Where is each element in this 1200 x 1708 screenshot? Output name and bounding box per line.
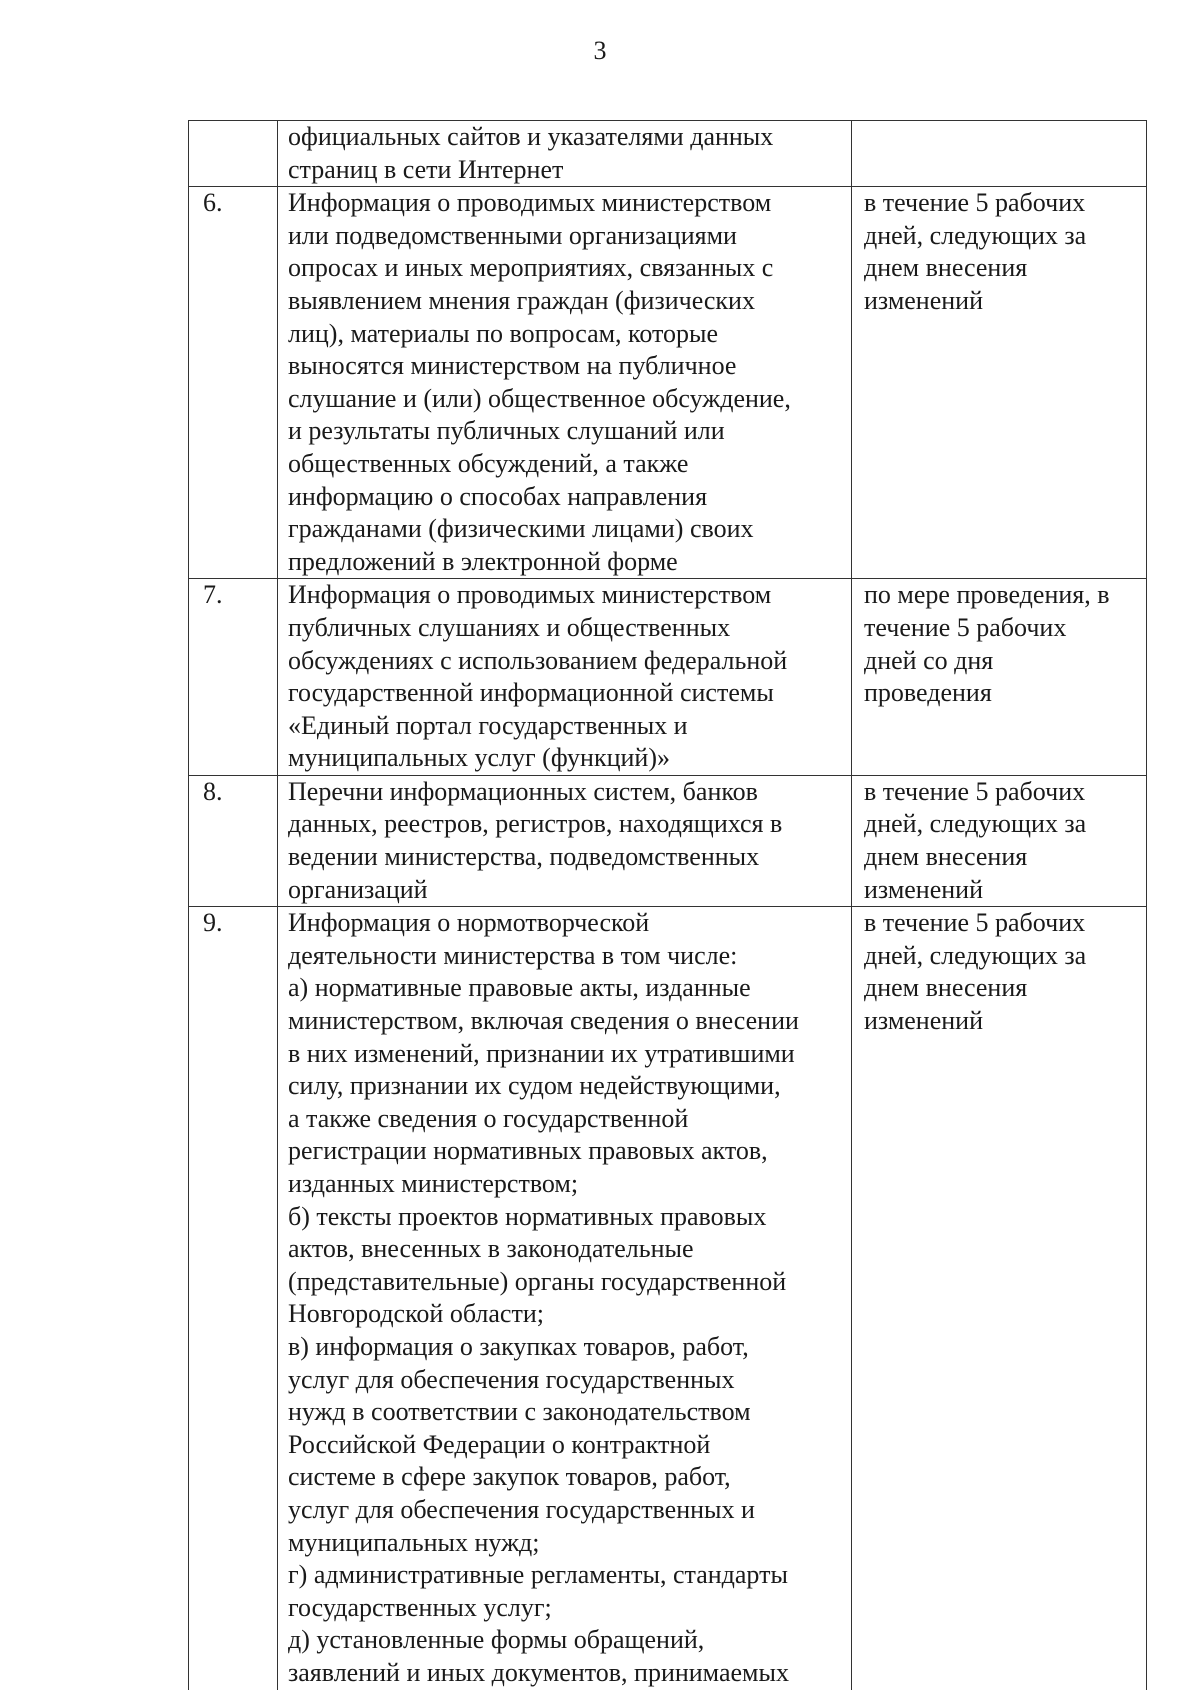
term-line: дней, следующих за xyxy=(864,809,1087,839)
info-cell xyxy=(278,187,852,579)
term-line: течение 5 рабочих xyxy=(864,612,1067,642)
info-line: силу, признании их судом недействующими, xyxy=(288,1071,781,1101)
term-line: дней, следующих за xyxy=(864,940,1087,970)
info-line: Новгородской области; xyxy=(288,1299,544,1329)
term-line: дней со дня xyxy=(864,645,994,675)
info-line: опросах и иных мероприятиях, связанных с xyxy=(288,253,774,283)
info-line: Информация о нормотворческой xyxy=(288,908,650,938)
info-line: лиц), материалы по вопросам, которые xyxy=(288,318,719,348)
info-line: выявлением мнения граждан (физических xyxy=(288,285,755,315)
info-line: Перечни информационных систем, банков xyxy=(288,776,758,806)
term-line: дней, следующих за xyxy=(864,220,1087,250)
info-line: услуг для обеспечения государственных и xyxy=(288,1494,755,1524)
info-line: деятельности министерства в том числе: xyxy=(288,940,738,970)
info-cell xyxy=(278,121,852,187)
row-number: 8. xyxy=(189,775,278,906)
info-cell xyxy=(278,579,852,776)
info-line: данных, реестров, регистров, находящихся в xyxy=(288,809,783,839)
info-line: и результаты публичных слушаний или xyxy=(288,416,725,446)
info-line: в) информация о закупках товаров, работ, xyxy=(288,1331,749,1361)
row-number: 6. xyxy=(189,187,278,579)
term-line: изменений xyxy=(864,1006,984,1036)
info-line: (представительные) органы государственной xyxy=(288,1266,787,1296)
info-line: нужд в соответствии с законодательством xyxy=(288,1397,751,1427)
term-line: в течение 5 рабочих xyxy=(864,776,1086,806)
info-line: Информация о проводимых министерством xyxy=(288,580,772,610)
info-line: изданных министерством; xyxy=(288,1169,579,1198)
table-row xyxy=(189,187,1147,579)
info-line: общественных обсуждений, а также xyxy=(288,448,689,478)
term-line: днем внесения xyxy=(864,842,1028,872)
table-row xyxy=(189,579,1147,776)
info-line: актов, внесенных в законодательные xyxy=(288,1234,694,1264)
info-line: заявлений и иных документов, принимаемых xyxy=(288,1657,789,1687)
term-line: проведения xyxy=(864,678,992,708)
info-cell xyxy=(278,907,852,1690)
info-line: регистрации нормативных правовых актов, xyxy=(288,1136,768,1166)
info-line: муниципальных услуг (функций)» xyxy=(288,743,670,773)
row-number: 7. xyxy=(189,579,278,776)
term-line: днем внесения xyxy=(864,973,1028,1003)
term-cell xyxy=(852,579,1147,776)
info-line: или подведомственными организациями xyxy=(288,220,737,250)
term-line: в течение 5 рабочих xyxy=(864,908,1086,938)
info-cell xyxy=(278,775,852,906)
info-line: гражданами (физическими лицами) своих xyxy=(288,514,754,544)
term-cell xyxy=(852,121,1147,187)
info-line: слушание и (или) общественное обсуждение, xyxy=(288,383,791,413)
info-line: информацию о способах направления xyxy=(288,481,708,511)
information-table xyxy=(188,120,1147,1690)
term-line: изменений xyxy=(864,285,984,315)
info-line: выносятся министерством на публичное xyxy=(288,351,737,381)
row-number xyxy=(189,121,278,187)
term-line: днем внесения xyxy=(864,253,1028,283)
info-line: государственных услуг; xyxy=(288,1592,552,1622)
info-line: ведении министерства, подведомственных xyxy=(288,842,760,872)
info-line: г) административные регламенты, стандарты xyxy=(288,1560,788,1590)
info-line: публичных слушаниях и общественных xyxy=(288,612,731,642)
table-body xyxy=(189,121,1147,1690)
info-line: предложений в электронной форме xyxy=(288,546,678,576)
row-number: 9. xyxy=(189,907,278,1690)
term-line: в течение 5 рабочих xyxy=(864,188,1086,218)
info-line: страниц в сети Интернет xyxy=(288,154,564,184)
info-line: услуг для обеспечения государственных xyxy=(288,1364,735,1394)
info-line: министерством, включая сведения о внесении xyxy=(288,1006,799,1036)
info-line: организаций xyxy=(288,874,428,904)
info-line: Информация о проводимых министерством xyxy=(288,188,772,218)
page-number: 3 xyxy=(593,36,607,65)
term-line: изменений xyxy=(864,874,984,904)
info-line: официальных сайтов и указателями данных xyxy=(288,122,774,151)
info-line: а) нормативные правовые акты, изданные xyxy=(288,973,751,1003)
info-line: д) установленные формы обращений, xyxy=(288,1625,705,1655)
table-row xyxy=(189,121,1147,187)
term-cell xyxy=(852,187,1147,579)
term-line: по мере проведения, в xyxy=(864,580,1110,610)
info-line: а также сведения о государственной xyxy=(288,1103,689,1133)
info-line: государственной информационной системы xyxy=(288,678,774,708)
table-row xyxy=(189,907,1147,1690)
info-line: обсуждениях с использованием федеральной xyxy=(288,645,788,675)
table-row xyxy=(189,775,1147,906)
info-line: в них изменений, признании их утратившими xyxy=(288,1038,795,1068)
term-cell xyxy=(852,775,1147,906)
info-line: системе в сфере закупок товаров, работ, xyxy=(288,1462,731,1492)
info-line: муниципальных нужд; xyxy=(288,1527,540,1557)
term-cell xyxy=(852,907,1147,1690)
info-line: Российской Федерации о контрактной xyxy=(288,1429,711,1459)
info-line: б) тексты проектов нормативных правовых xyxy=(288,1201,767,1231)
info-line: «Единый портал государственных и xyxy=(288,710,688,740)
